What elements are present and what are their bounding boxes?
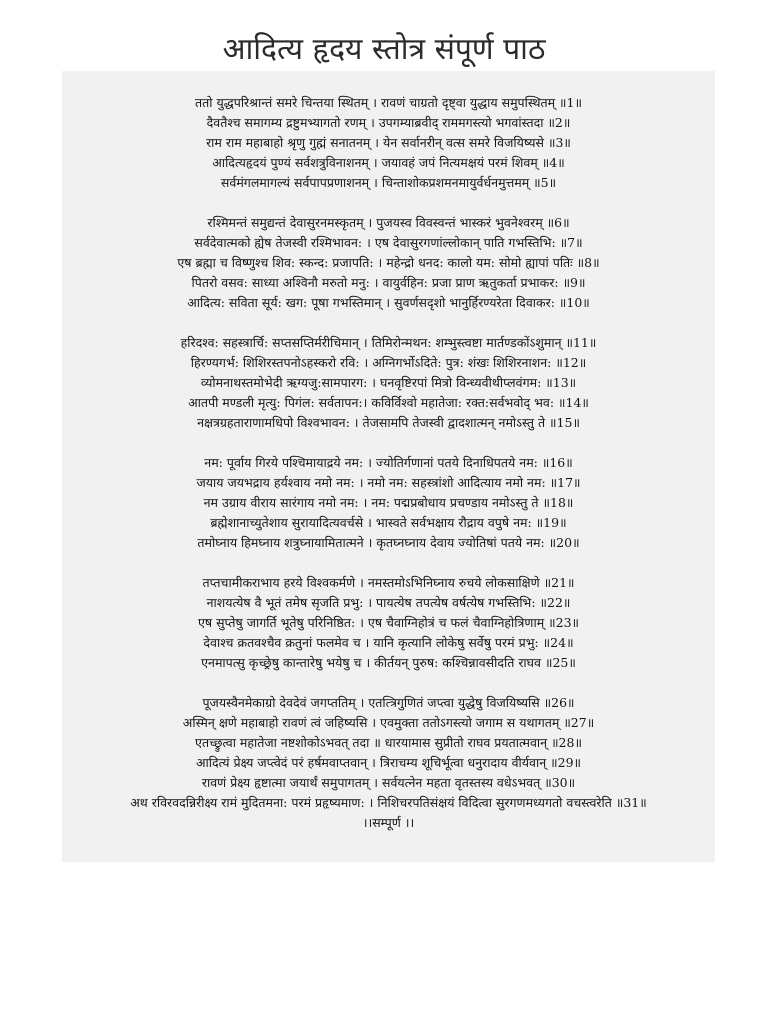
verse-line: राम राम महाबाहो श्रृणु गुह्मं सनातनम् । येन सर्वानरीन् वत्स समरे विजयिष्यसे ॥3॥ (206, 135, 571, 150)
verse-line: नाशयत्येष वै भूतं तमेष सृजति प्रभु: । पायत्येष तपत्येष वर्षत्येष गभस्तिभि: ॥22॥ (206, 595, 571, 610)
stanza (62, 693, 715, 833)
verse-line: पूजयस्वैनमेकाग्रो देवदेवं जगप्ततिम् । एतत्त्रिगुणितं जप्त्वा युद्धेषु विजयिष्यसि ॥26॥ (202, 695, 575, 710)
page-title: आदित्य हृदय स्तोत्र संपूर्ण पाठ (222, 32, 546, 67)
verse-line: एष सुप्तेषु जागर्ति भूतेषु परिनिष्ठित: । एष चैवाग्निहोत्रं च फलं चैवाग्निहोत्रिणाम् ॥23॥ (197, 615, 580, 630)
verse-line: एतच्छ्रुत्वा महातेजा नष्टशोकोऽभवत् तदा ॥ धारयामास सुप्रीतो राघव प्रयतात्मवान् ॥28॥ (195, 735, 582, 750)
verse-line: आदित्यहृदयं पुण्यं सर्वशत्रुविनाशनम् । जयावहं जपं नित्यमक्षयं परमं शिवम् ॥4॥ (212, 155, 565, 170)
stanza (62, 213, 715, 313)
stotra-text (62, 93, 715, 833)
verse-line: देवाश्च क्रतवश्चैव क्रतुनां फलमेव च । यानि कृत्यानि लोकेषु सर्वेषु परमं प्रभु: ॥24॥ (203, 635, 574, 650)
verse-line: पितरो वसव: साध्या अश्विनौ मरुतो मनु: । वायुर्वहिन: प्रजा प्राण ऋतुकर्ता प्रभाकर: ॥9॥ (191, 275, 586, 290)
stanza (62, 453, 715, 553)
verse-line: एष ब्रह्मा च विष्णुश्च शिव: स्कन्द: प्रजापति: । महेन्द्रो धनद: कालो यम: सोमो ह्यापां पतिः ॥8॥ (177, 255, 600, 270)
verse-line: ब्रह्मेशानाच्युतेशाय सुरायादित्यवर्चसे । भास्वते सर्वभक्षाय रौद्राय वपुषे नम: ॥19॥ (210, 515, 567, 530)
verse-line: हरिदश्व: सहस्त्रार्चि: सप्तसप्तिर्मरीचिमान् । तिमिरोन्मथन: शम्भुस्त्वष्टा मार्तण्डकोंऽशुमान् ॥11॥ (180, 335, 597, 350)
verse-line: आदित्य: सविता सूर्य: खग: पूषा गभस्तिमान् । सुवर्णसदृशो भानुर्हिरण्यरेता दिवाकर: ॥10॥ (187, 295, 590, 310)
stanza (62, 93, 715, 193)
verse-line: आदित्यं प्रेक्ष्य जप्त्वेदं परं हर्षमवाप्तवान् । त्रिराचम्य शूचिर्भूत्वा धनुरादाय वीर्यवान् ॥29॥ (195, 755, 582, 770)
closing-line: ।।सम्पूर्ण ।। (362, 815, 415, 830)
stanza (62, 333, 715, 433)
verse-line: आतपी मण्डली मृत्यु: पिगंल: सर्वतापन:। कविर्विश्वो महातेजा: रक्त:सर्वभवोद् भव: ॥14॥ (188, 395, 589, 410)
verse-line: सर्वदेवात्मको ह्येष तेजस्वी रश्मिभावन: । एष देवासुरगणांल्लोकान् पाति गभस्तिभि: ॥7॥ (194, 235, 583, 250)
verse-line: एनमापत्सु कृच्छ्रेषु कान्तारेषु भयेषु च । कीर्तयन् पुरुष: कश्चिन्नावसीदति राघव ॥25॥ (201, 655, 576, 670)
verse-line: रश्मिमन्तं समुद्यन्तं देवासुरनमस्कृतम् । पुजयस्व विवस्वन्तं भास्करं भुवनेश्वरम् ॥6॥ (207, 215, 570, 230)
verse-line: अस्मिन् क्षणे महाबाहो रावणं त्वं जहिष्यसि । एवमुक्ता ततोऽगस्त्यो जगाम स यथागतम् ॥27॥ (182, 715, 595, 730)
verse-line: तमोघ्नाय हिमघ्नाय शत्रुघ्नायामितात्मने । कृतघ्नघ्नाय देवाय ज्योतिषां पतये नम: ॥20॥ (197, 535, 580, 550)
stanza (62, 573, 715, 673)
verse-line: व्योमनाथस्तमोभेदी ऋग्यजु:सामपारग: । घनवृष्टिरपां मित्रो विन्ध्यवीथीप्लवंगम: ॥13॥ (200, 375, 577, 390)
verse-line: हिरण्यगर्भ: शिशिरस्तपनोऽहस्करो रवि: । अग्निगर्भोऽदिते: पुत्र: शंखः शिशिरनाशन: ॥12॥ (190, 355, 587, 370)
verse-line: रावणं प्रेक्ष्य हृष्टात्मा जयार्थं समुपागतम् । सर्वयत्नेन महता वृतस्तस्य वधेऽभवत् ॥30॥ (201, 775, 576, 790)
verse-line: नम: पूर्वाय गिरये पश्चिमायाद्रये नम: । ज्योतिर्गणानां पतये दिनाधिपतये नम: ॥16॥ (204, 455, 573, 470)
verse-line: नम उग्राय वीराय सारंगाय नमो नम: । नम: पद्मप्रबोधाय प्रचण्डाय नमोऽस्तु ते ॥18॥ (203, 495, 574, 510)
verse-line: ततो युद्धपरिश्रान्तं समरे चिन्तया स्थितम् । रावणं चाग्रतो दृष्ट्वा युद्धाय समुपस्थितम् ॥1॥ (195, 95, 582, 110)
verse-line: तप्तचामीकराभाय हरये विश्वकर्मणे । नमस्तमोऽभिनिघ्नाय रुचये लोकसाक्षिणे ॥21॥ (202, 575, 575, 590)
verse-line: दैवतैश्च समागम्य द्रष्टुमभ्यागतो रणम् । उपगम्याब्रवीद् राममगस्त्यो भगवांस्तदा ॥2॥ (206, 115, 571, 130)
verse-line: सर्वमंगलमागल्यं सर्वपापप्रणाशनम् । चिन्ताशोकप्रशमनमायुर्वर्धनमुत्तमम् ॥5॥ (220, 175, 557, 190)
verse-line: जयाय जयभद्राय हर्यश्वाय नमो नम: । नमो नम: सहस्त्रांशो आदित्याय नमो नम: ॥17॥ (196, 475, 581, 490)
verse-line: नक्षत्रग्रहताराणामधिपो विश्वभावन: । तेजसामपि तेजस्वी द्वादशात्मन् नमोऽस्तु ते ॥15॥ (197, 415, 580, 430)
verse-line: अथ रविरवदन्निरीक्ष्य रामं मुदितमना: परमं प्रहृष्यमाण: । निशिचरपतिसंक्षयं विदित्वा सुरगणमध्यगतो वचस्त्वरेति ॥31॥ (130, 795, 647, 810)
